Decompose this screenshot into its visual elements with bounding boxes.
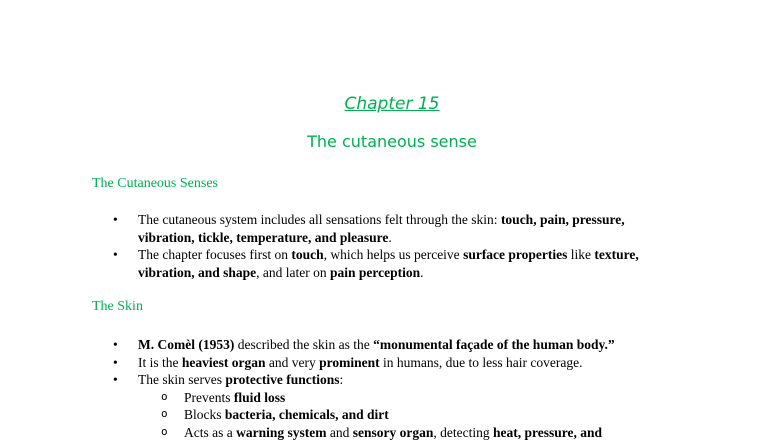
bold-text: surface properties bbox=[463, 247, 568, 262]
bold-text: touch, pain, pressure, vibration, tickle, temperature, and pleasure bbox=[138, 212, 625, 245]
text-run: The chapter focuses first on bbox=[138, 247, 292, 262]
list-item bbox=[0, 371, 683, 441]
text-run: described the skin as the bbox=[234, 337, 374, 352]
bold-text: texture, vibration, and shape bbox=[138, 247, 639, 280]
text-run: . bbox=[420, 264, 424, 280]
text-run: Prevents bbox=[184, 389, 234, 405]
text-run: It is the bbox=[138, 354, 182, 370]
bold-text: M. Comèl (1953) bbox=[138, 337, 235, 352]
chapter-title: The cutaneous sense bbox=[307, 132, 477, 151]
text-run: Acts as a bbox=[184, 424, 237, 440]
list-item bbox=[0, 246, 683, 281]
text-run: and very bbox=[265, 354, 320, 370]
list-item bbox=[0, 211, 683, 246]
bullet-list-the-skin bbox=[0, 336, 683, 441]
bold-text: heaviest organ bbox=[181, 354, 266, 370]
bold-text: touch bbox=[291, 247, 324, 262]
text-run: Blocks bbox=[184, 407, 225, 422]
bold-text: “monumental façade of the human body.” bbox=[373, 337, 615, 352]
bullet-list-cutaneous-senses bbox=[0, 211, 683, 281]
text-run: The cutaneous system includes all sensations felt through the skin: bbox=[138, 212, 501, 227]
section-heading-the-skin: The Skin bbox=[92, 299, 143, 314]
bold-text: bacteria, chemicals, and dirt bbox=[224, 407, 389, 422]
sub-list-item bbox=[138, 389, 683, 407]
text-run: , and later on bbox=[256, 264, 331, 280]
list-item bbox=[0, 336, 683, 354]
text-run: : bbox=[339, 372, 344, 387]
sub-list-item bbox=[138, 424, 683, 441]
bold-text: heat, pressure, and bbox=[492, 424, 602, 440]
text-run: , which helps us perceive bbox=[323, 247, 464, 262]
list-item bbox=[0, 354, 683, 372]
text-run: in humans, due to less hair coverage. bbox=[379, 354, 583, 370]
sub-bullet-list bbox=[138, 389, 683, 441]
section-heading-cutaneous-senses: The Cutaneous Senses bbox=[92, 176, 218, 191]
bold-text: prominent bbox=[319, 354, 380, 370]
sub-list-item bbox=[138, 406, 683, 424]
bold-text: warning system bbox=[236, 424, 327, 440]
text-run: , detecting bbox=[433, 424, 493, 440]
text-run: The skin serves bbox=[138, 372, 226, 387]
chapter-label: Chapter 15 bbox=[344, 94, 440, 114]
bold-text: sensory organ bbox=[352, 424, 434, 440]
bold-text: protective functions bbox=[225, 372, 340, 387]
text-run: and bbox=[326, 424, 353, 440]
text-run: like bbox=[567, 247, 595, 262]
bold-text: fluid loss bbox=[233, 389, 286, 405]
text-run: . bbox=[388, 229, 392, 245]
bold-text: pain perception bbox=[330, 264, 421, 280]
